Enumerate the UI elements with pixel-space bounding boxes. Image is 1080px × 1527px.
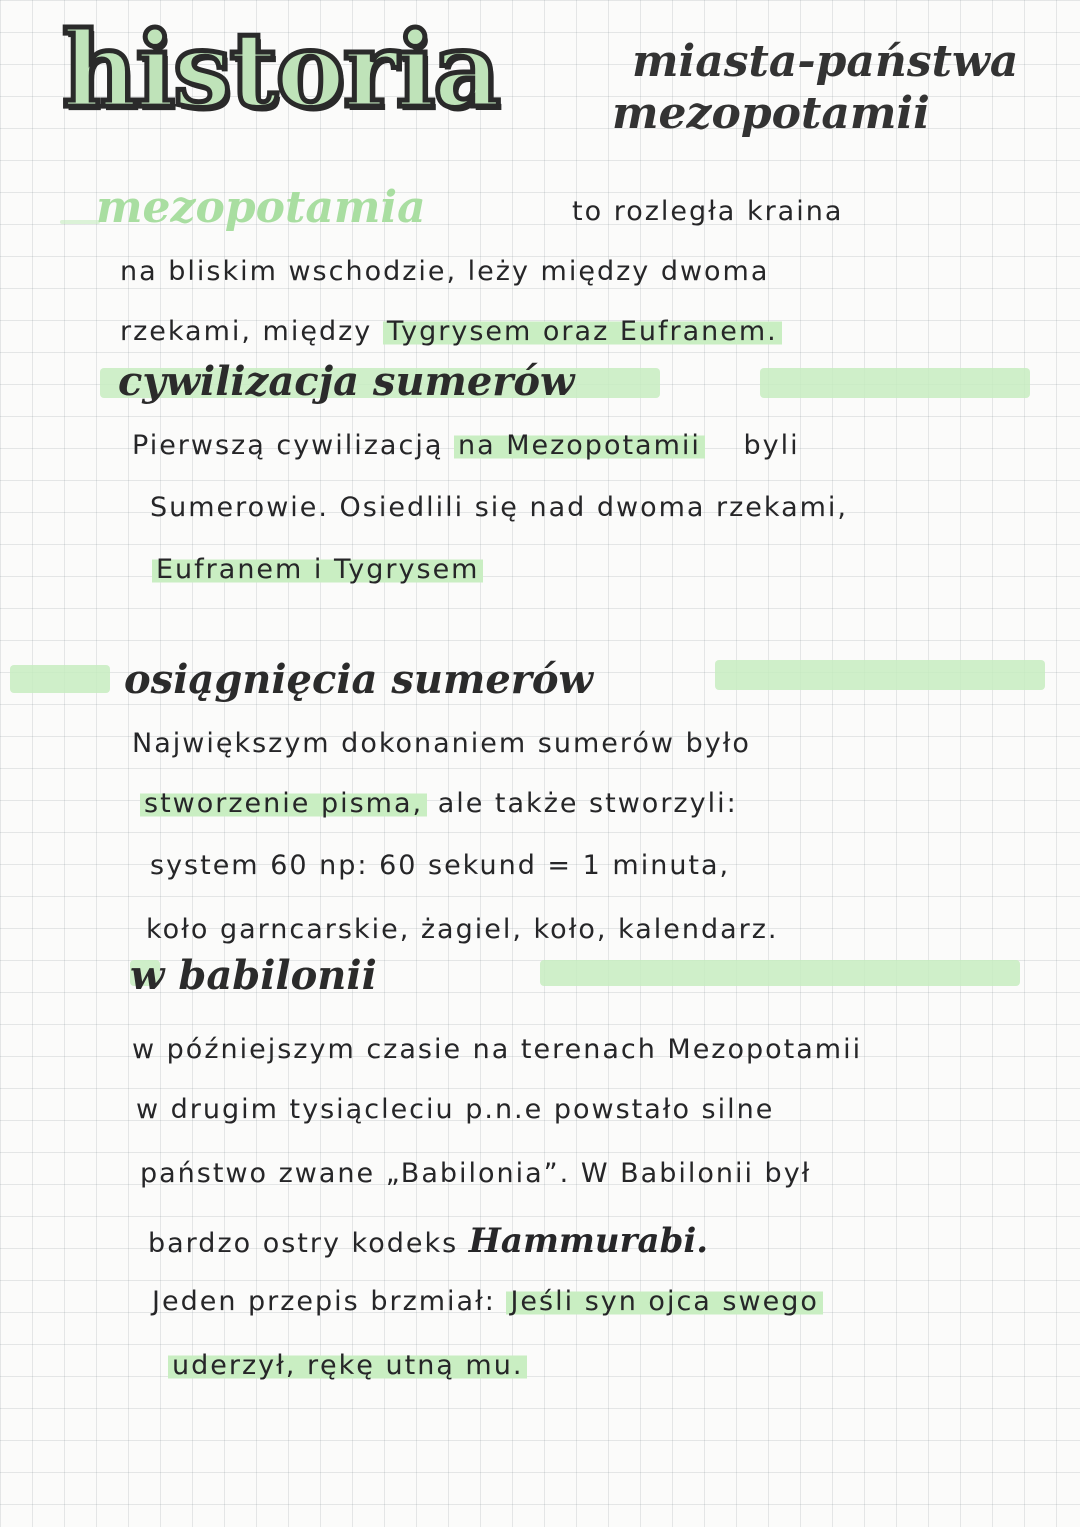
achievements-line2-highlight: stworzenie pisma,	[140, 788, 427, 819]
topic-title-line2: mezopotamii	[612, 88, 930, 139]
babylon-line6	[168, 1352, 527, 1379]
babylon-line6-highlight: uderzył, rękę utną mu.	[168, 1350, 527, 1381]
babylon-line5	[152, 1288, 823, 1315]
highlight-band	[10, 665, 110, 693]
babylon-line3-start: państwo zwane	[140, 1158, 376, 1189]
sumerians-line1	[132, 432, 800, 459]
highlight-band	[540, 960, 1020, 986]
topic-title-line1: miasta-państwa	[632, 36, 1019, 87]
sumerians-line2: Sumerowie. Osiedlili się nad dwoma rzekami,	[150, 492, 848, 523]
achievements-line1: Największym dokonaniem sumerów było	[132, 728, 751, 759]
babylon-line4	[148, 1221, 709, 1261]
achievements-line3: system 60 np: 60 sekund = 1 minuta,	[150, 850, 731, 881]
hammurabi-name: Hammurabi.	[468, 1221, 709, 1261]
babylon-line3-quote: „Babilonia”.	[385, 1158, 571, 1189]
intro-term: mezopotamia	[96, 182, 426, 233]
babylon-line4-start: bardzo ostry kodeks	[148, 1228, 459, 1259]
highlight-band	[760, 368, 1030, 398]
achievements-line2-rest: ale także stworzyli:	[437, 788, 738, 819]
achievements-line2	[140, 790, 738, 817]
babylon-line5-start: Jeden przepis brzmiał:	[152, 1286, 496, 1317]
babylon-line3	[140, 1160, 811, 1187]
babylon-line2: w drugim tysiącleciu p.n.e powstało silne	[136, 1094, 775, 1125]
babylon-line1: w późniejszym czasie na terenach Mezopotamii	[132, 1034, 863, 1065]
subject-title: historia	[62, 8, 499, 131]
section-heading-sumerians: cywilizacja sumerów	[118, 358, 575, 405]
intro-line1: to rozległa kraina	[572, 196, 844, 227]
highlight-band	[715, 660, 1045, 690]
section-heading-babylon: w babilonii	[130, 952, 377, 999]
sumerians-line1-start: Pierwszą cywilizacją	[132, 430, 444, 461]
section-heading-achievements: osiągnięcia sumerów	[124, 656, 593, 703]
intro-line3	[120, 318, 782, 345]
intro-line3-highlight: Tygrysem oraz Eufranem.	[383, 316, 782, 347]
achievements-line4: koło garncarskie, żagiel, koło, kalendarz.	[146, 914, 779, 945]
intro-line3-start: rzekami, między	[120, 316, 373, 347]
sumerians-line1-highlight: na Mezopotamii	[454, 430, 705, 461]
intro-line2: na bliskim wschodzie, leży między dwoma	[120, 256, 770, 287]
sumerians-line1-end: byli	[743, 430, 800, 461]
sumerians-line3	[152, 556, 483, 583]
highlight-band	[60, 220, 100, 224]
sumerians-line3-highlight: Eufranem i Tygrysem	[152, 554, 483, 585]
babylon-line5-highlight: Jeśli syn ojca swego	[506, 1286, 822, 1317]
babylon-line3-end: W Babilonii był	[580, 1158, 812, 1189]
